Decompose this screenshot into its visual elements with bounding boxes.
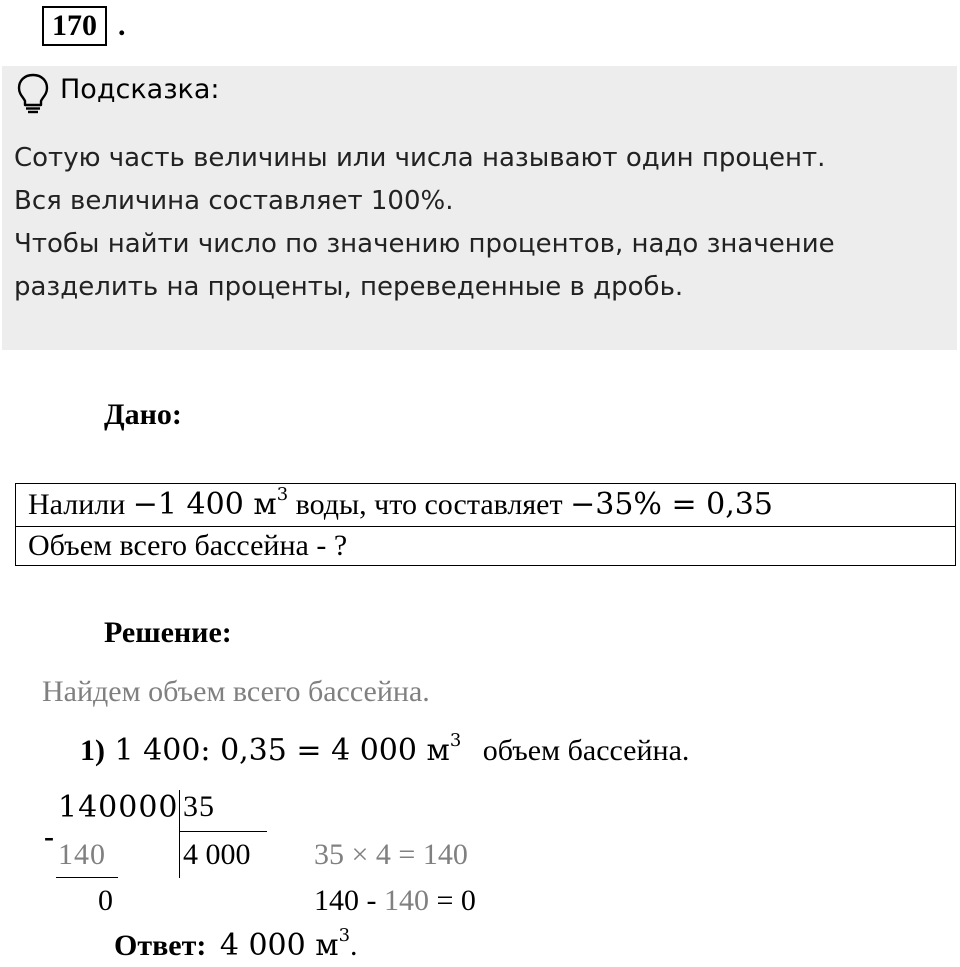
division-divisor-underline [179,831,267,832]
answer-value: 4 000 м [219,928,339,963]
given-volume: −1 400 м [132,487,277,522]
given-heading: Дано: [104,398,182,431]
hint-line-1: Сотую часть величины или числа называют один процент. [14,143,826,173]
division-note-multiplication: 35 × 4 = 140 [314,838,468,871]
note-2-c: = 0 [429,884,476,917]
division-vertical-line [179,790,180,878]
given-percent: −35% = 0,35 [570,487,773,522]
hint-line-2: Вся величина составляет 100%. [14,186,454,216]
given-row-prefix: Налили [28,488,133,521]
hint-title: Подсказка: [60,74,220,105]
problem-number: 170 [42,6,107,46]
step-1-comment: объем бассейна. [482,734,690,767]
given-volume-exponent: 3 [276,484,289,505]
given-row-middle: воды, что составляет [288,488,571,521]
answer-end: . [350,929,358,962]
division-dividend: 140000 [58,790,179,825]
answer [114,925,358,963]
given-table [15,483,956,566]
division-remainder: 0 [98,884,113,917]
hint-line-3: Чтобы найти число по значению процентов, надо значение [14,229,835,259]
note-2-a: 140 - [314,884,384,917]
division-quotient: 4 000 [183,838,251,871]
division-subtrahend-underline [56,877,118,878]
step-1-expression: 1 400: 0,35 = 4 000 м [105,733,450,768]
division-divisor: 35 [183,790,215,823]
answer-label: Ответ: [114,929,207,962]
division-subtrahend: 140 [58,838,106,871]
division-minus-sign: - [44,820,54,853]
hint-line-4: разделить на проценты, переведенные в дробь. [14,272,684,302]
given-row-water [16,484,956,527]
problem-number-dot: . [118,9,126,42]
solution-step-1 [80,730,690,768]
solution-heading: Решение: [104,616,232,649]
given-row-unknown [16,527,956,566]
step-1-exponent: 3 [449,730,462,751]
given-unknown-text: Объем всего бассейна - ? [16,527,956,566]
solution-intro: Найдем объем всего бассейна. [42,675,430,708]
step-1-label: 1) [80,734,105,767]
division-note-subtraction [314,884,476,918]
answer-exponent: 3 [338,925,351,946]
lightbulb-icon [16,72,50,114]
note-2-b: 140 [384,884,429,917]
